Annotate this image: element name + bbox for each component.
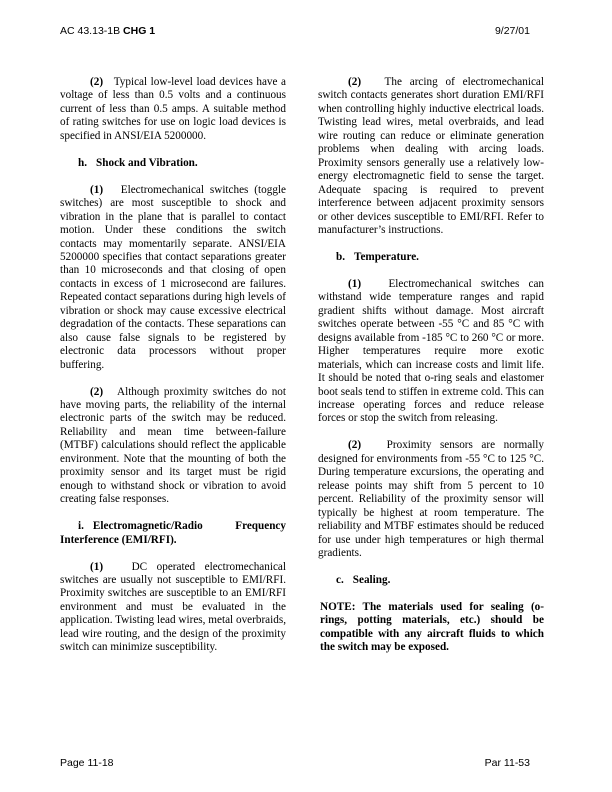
paragraph-emi-2 [318, 76, 544, 237]
paragraph-temperature-1 [318, 278, 544, 426]
section-letter: i. [78, 520, 84, 533]
paragraph-number: (2) [90, 385, 104, 398]
header-date: 9/27/01 [494, 25, 530, 37]
section-letter: c. [336, 573, 344, 586]
right-column [318, 76, 544, 655]
left-column [60, 76, 286, 668]
paragraph-number: (1) [348, 277, 362, 290]
paragraph-text: Proximity sensors are normally designed for environments from -55 °C to 125 °C. During temperature excursions, the operating and release points may shift from 5 percent to 10 percent. Reliability of the proximity sensor will typically be highest at room temperature. The reliability and MTBF estimates should be reduced for use under high temperatures or high thermal gradients. [318, 439, 545, 559]
section-heading-emi-rfi [60, 520, 286, 547]
paragraph-emi-1 [60, 561, 286, 655]
paragraph-low-level-load [60, 76, 286, 143]
header-doc-id [60, 25, 155, 37]
section-title: Shock and Vibration. [96, 156, 198, 169]
paragraph-number: (1) [90, 560, 104, 573]
section-heading-shock-vibration [60, 157, 286, 170]
paragraph-temperature-2 [318, 439, 544, 560]
paragraph-text: DC operated electromechanical switches are usually not susceptible to EMI/RFI. Proximity switches are susceptible to an EMI/RFI environment and must be evaluated in the application. Twisting lead wires, metal overbraids, lead wire routing, and the design of the proximity switch can minimize susceptibility. [60, 560, 287, 654]
paragraph-shock-2 [60, 386, 286, 507]
section-heading-temperature [318, 251, 544, 264]
section-title: Temperature. [354, 250, 419, 263]
paragraph-number: (2) [348, 439, 362, 452]
paragraph-number: (2) [348, 76, 362, 88]
paragraph-text: Typical low-level load devices have a voltage of less than 0.5 volts and a continuous current of less than 0.5 amps. A suitable method of rating switches for use on logic load devices is specified in ANSI/EIA 5200000. [60, 76, 287, 142]
paragraph-text: The arcing of electromechanical switch contacts generates short duration EMI/RFI when controlling highly inductive electrical loads. Twisting lead wires, metal overbraids, and lead wire routing can reduce or eliminate generation problems when dealing with arcing loads. Proximity sensors generally use a relatively low-energy electromagnetic field to sense the target. Adequate spacing is required to prevent interference between adjacent proximity sensors or other devices susceptible to EMI/RFI. Refer to manufacturer’s instructions. [318, 76, 545, 236]
sealing-note: NOTE: The materials used for sealing (o-rings, potting materials, etc.) should be compatible with any aircraft fluids to which the switch may be exposed. [320, 600, 544, 654]
paragraph-text: Electromechanical switches can withstand wide temperature ranges and rapid gradient shifts without damage. Most aircraft switches operate between -55 °C and 85 °C with designs available from -185 °C to 260 °C or more. Higher temperatures require more exotic materials, which can increase costs and limit life. It should be noted that o-ring seals and elastomer boot seals tend to stiffen in extreme cold. This can increase operating forces and reduce release forces or stop the switch from releasing. [318, 277, 545, 425]
paragraph-number: (1) [90, 183, 104, 196]
paragraph-number: (2) [90, 76, 104, 88]
paragraph-text: Although proximity switches do not have moving parts, the reliability of the internal electronic parts of the switch may be reduced. Reliability and mean time between-failure (MTBF) calculations should reflect the applicable environment. Note that the mounting of both the proximity sensor and its target must be rigid enough to withstand shock or vibration to avoid creating false responses. [60, 385, 287, 506]
section-letter: b. [336, 250, 346, 263]
doc-number: AC 43.13-1B [60, 25, 121, 37]
paragraph-text: Electromechanical switches (toggle switches) are most susceptible to shock and vibration in the plane that is parallel to contact motion. Under these conditions the switch contacts may momentarily separate. ANSI/EIA 5200000 specifies that contact separations greater than 10 microseconds and that closing of open contacts in excess of 1 microsecond are failures. Repeated contact separations during high levels of vibration or shock may cause excessive electrical degradation of the contacts. These separations can also cause false signals to be registered by electronic data processors without proper buffering. [60, 183, 287, 371]
section-letter: h. [78, 156, 88, 169]
footer-page-number: Page 11-18 [60, 757, 114, 769]
section-title: Sealing. [352, 573, 391, 586]
footer-paragraph-ref: Par 11-53 [484, 757, 530, 769]
paragraph-shock-1 [60, 184, 286, 372]
section-title: Electromagnetic/Radio Frequency Interference (EMI/RFI). [60, 520, 286, 546]
change-label: CHG 1 [123, 25, 156, 37]
section-heading-sealing [318, 574, 544, 587]
